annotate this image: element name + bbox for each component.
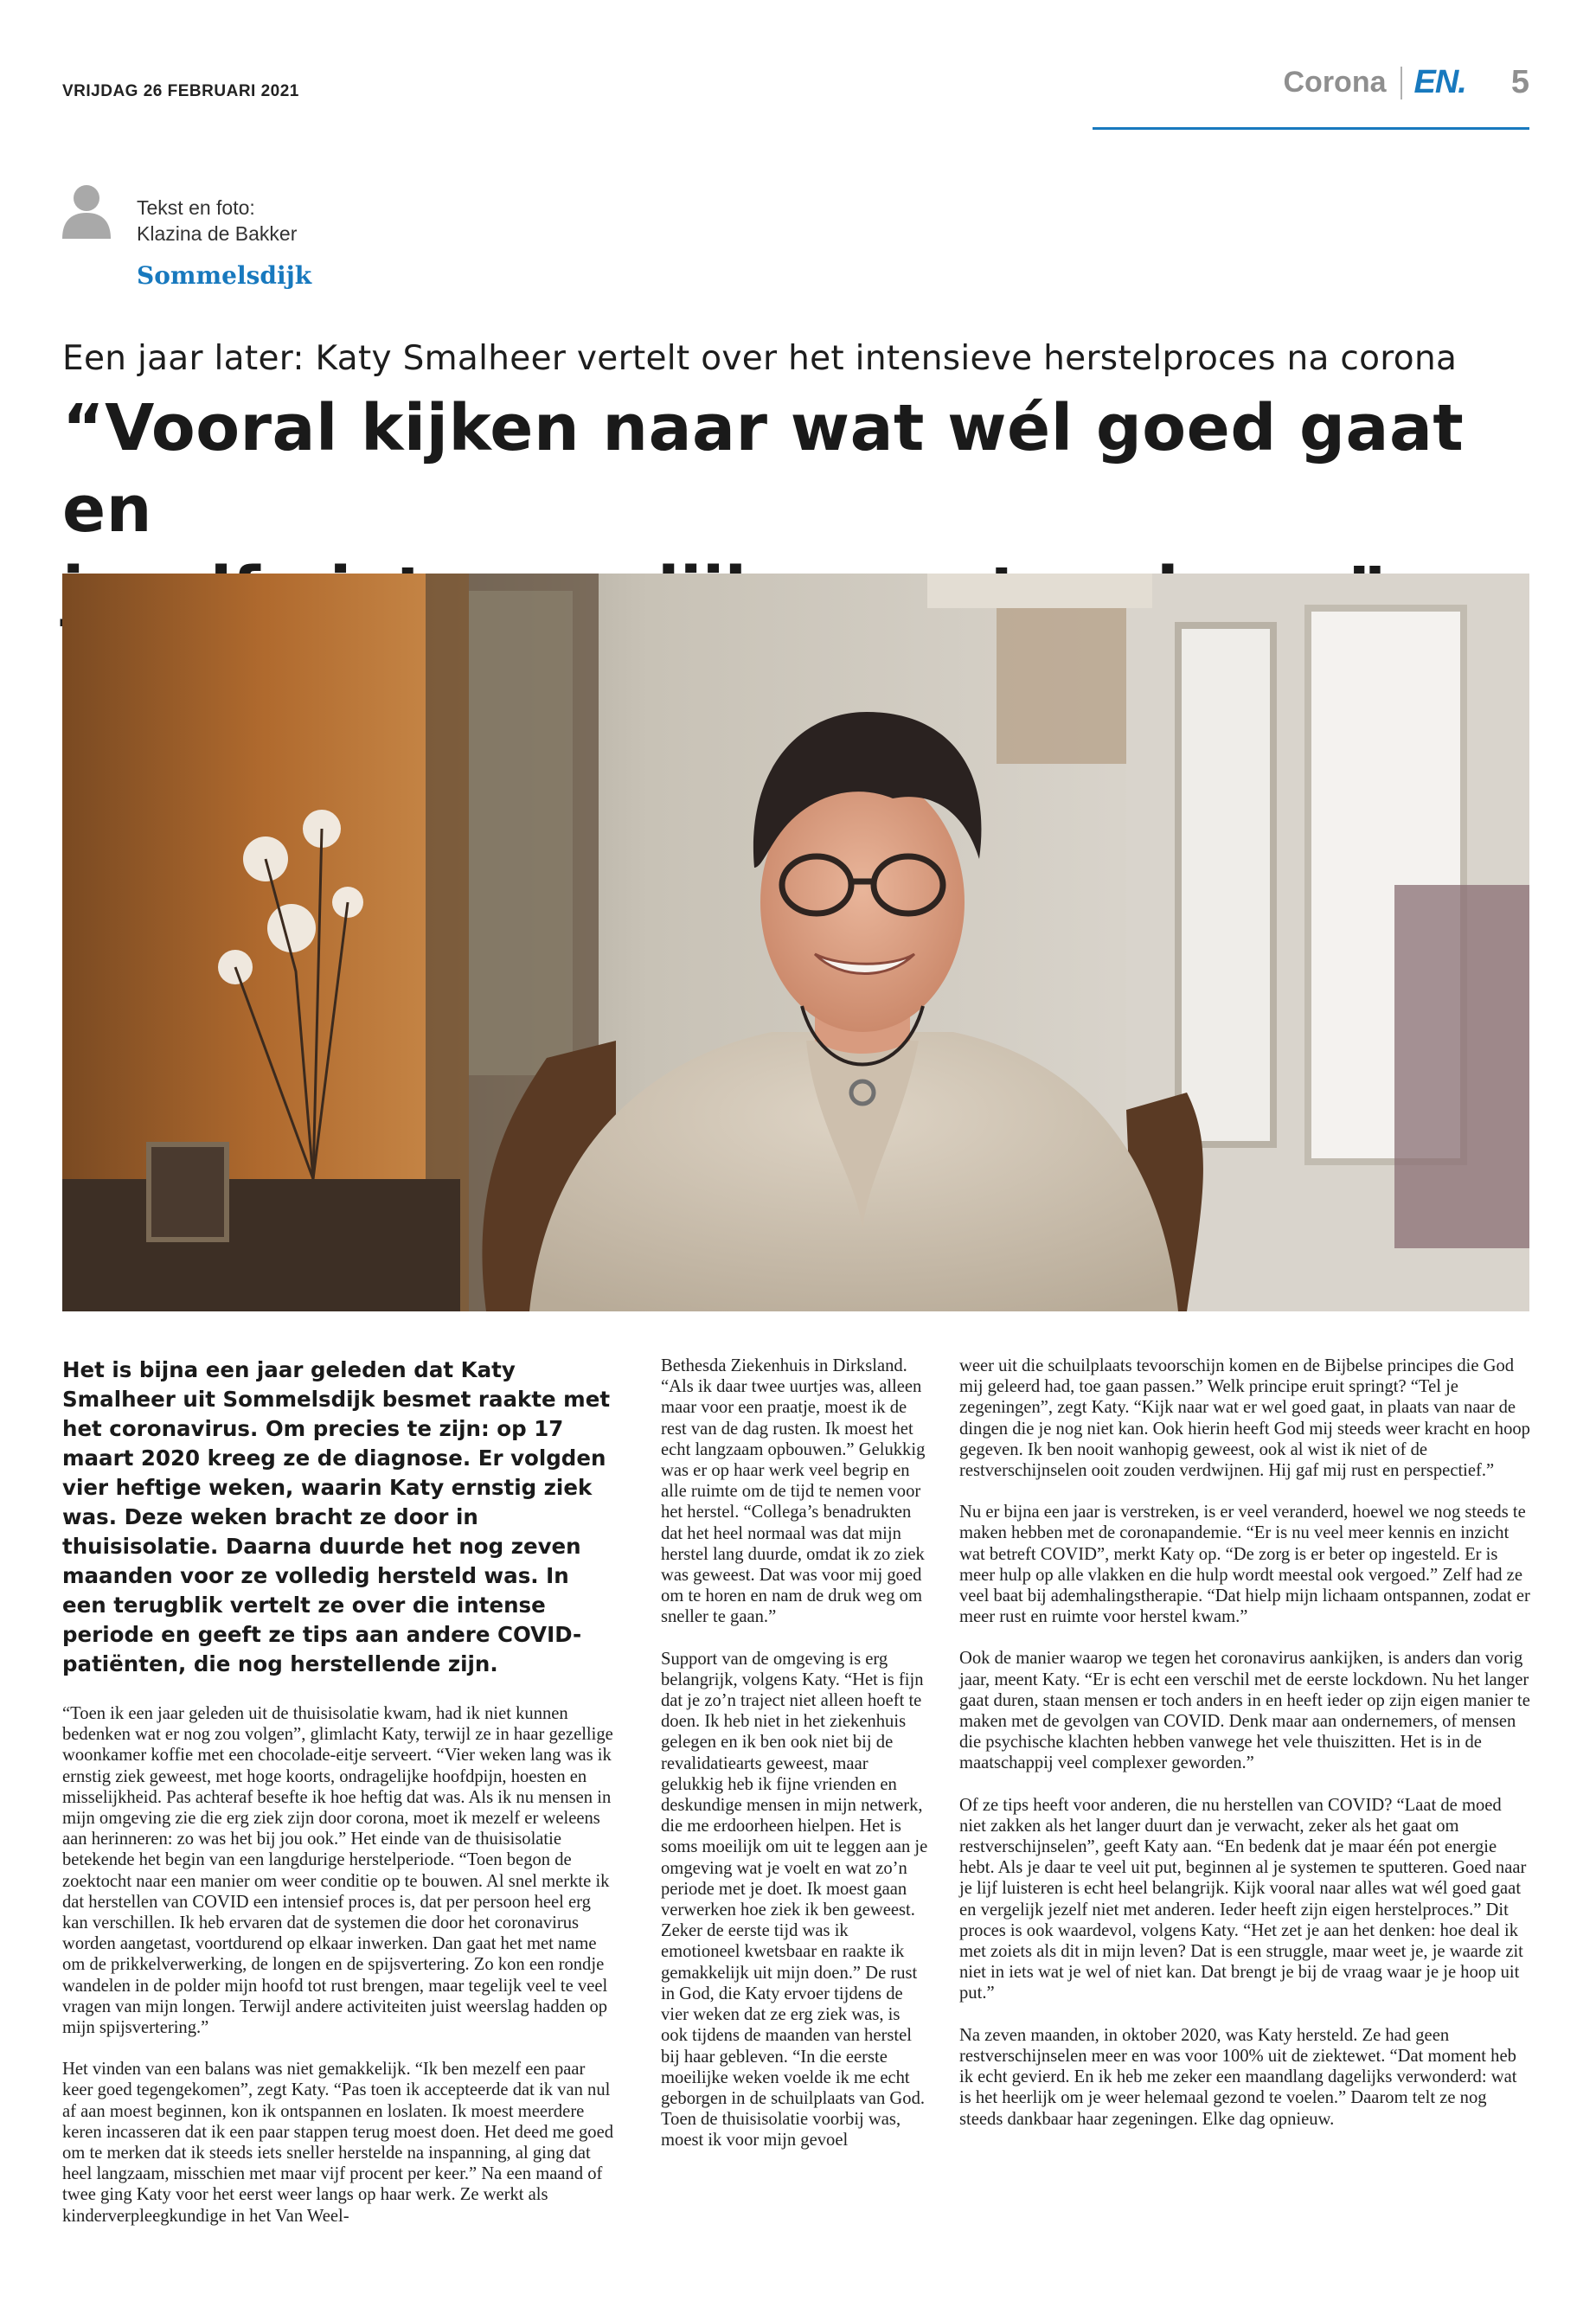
article-lead: Het is bijna een jaar geleden dat Katy Smalheer uit Sommelsdijk besmet raakte met het coronavirus. Om precies te zijn: op 17 maart 2020 kreeg ze de diagnose. Er volgden vier heftige weken, waarin Katy ernstig ziek was. Deze weken bracht ze door in thuisisolatie. Daarna duurde het nog zeven maanden voor ze volledig hersteld was. In een terugblik vertelt ze over die intense periode en geeft ze tips aan andere COVID-patiënten, die nog herstellende zijn. xyxy=(62,1357,611,1676)
body-paragraph: weer uit die schuilplaats tevoorschijn komen en de Bijbelse principes die God mij geleerd had, toe gaan passen.” Welk principe eruit springt? “Tel je zegeningen”, zegt Katy. “Kijk naar wat er wel goed gaat, in plaats van naar de dingen die je nog niet kan. Ook hierin heeft God mij steeds weer kracht en hoop gegeven. Ik ben nooit wanhopig geweest, ook al wist ik niet of de restverschijnselen ooit zouden verdwijnen. Hij gaf mij rust en perspectief.” xyxy=(959,1356,1530,1481)
byline-credit: Tekst en foto: xyxy=(137,196,255,219)
article-column-2 xyxy=(661,1356,929,2172)
page-number: 5 xyxy=(1510,64,1529,100)
byline-author: Klazina de Bakker xyxy=(137,222,298,245)
article-column-1 xyxy=(62,1356,614,2247)
body-paragraph: Ook de manier waarop we tegen het coronavirus aankijken, is anders dan vorig jaar, meent Katy. “Er is echt een verschil met de eerste lockdown. Nu het langer gaat duren, staan mensen er toch anders in en heeft ieder op zijn eigen manier te maken met de gevolgen van COVID. Denk maar aan ondernemers, of mensen die psychische klachten hebben vanwege het vele thuiszitten. Het is in de maatschappij veel complexer geworden.” xyxy=(959,1649,1530,1773)
header-divider xyxy=(1401,67,1402,99)
body-paragraph: Support van de omgeving is erg belangrijk, volgens Katy. “Het is fijn dat je zo’n traject niet alleen hoeft te doen. Ik heb niet in het ziekenhuis gelegen en ik ben ook niet bij de revalidatiearts geweest, maar gelukkig heb ik fijne vrienden en deskundige mensen in mijn netwerk, die me erdoorheen hielpen. Het is soms moeilijk om uit te leggen aan je omgeving wat je voelt en wat zo’n periode met je doet. Ik moest gaan verwerken hoe ziek ik ben geweest. Zeker de eerste tijd was ik emotioneel kwetsbaar en raakte ik gemakkelijk uit mijn doen.” De rust in God, die Katy ervoer tijdens de vier weken dat ze erg ziek was, is ook tijdens de maanden van herstel bij haar gebleven. “In die eerste moeilijke weken voelde ik me echt geborgen in de schuilplaats van God. Toen de thuisisolatie voorbij was, moest ik voor mijn gevoel xyxy=(661,1649,928,2150)
dateline-location: Sommelsdijk xyxy=(137,261,312,290)
person-icon xyxy=(61,182,112,239)
headline-line-1: “Vooral kijken naar wat wél goed gaat en xyxy=(62,391,1465,547)
body-paragraph: Na zeven maanden, in oktober 2020, was Katy hersteld. Ze had geen restverschijnselen meer en was voor 100% uit de ziektewet. “Dat moment heb ik echt gevierd. En ik heb me zeker een maandlang dagelijks verwonderd: wat is het heerlijk om je weer helemaal gezond te voelen.” Daarom telt ze nog steeds dankbaar haar zegeningen. Elke dag opnieuw. xyxy=(959,2025,1517,2129)
section-label: Corona xyxy=(1283,66,1387,99)
article-column-3 xyxy=(959,1356,1530,2150)
byline xyxy=(137,195,297,247)
body-paragraph: “Toen ik een jaar geleden uit de thuisisolatie kwam, had ik niet kunnen bedenken wat er nog zou volgen”, glimlacht Katy, terwijl ze in haar gezellige woonkamer koffie met een chocolade-eitje serveert. “Vier weken lang was ik ernstig ziek geweest, met hoge koorts, ondragelijke hoofdpijn, hoesten en misselijkheid. Pas achteraf besefte ik hoe heftig dat was. Als ik nu mensen in mijn omgeving zie die erg ziek zijn door corona, moet ik mezelf er weleens aan herinneren: zo was het bij jou ook.” Het einde van de thuisisolatie betekende het begin van een langdurige herstelperiode. “Toen begon de zoektocht naar een manier om weer conditie op te bouwen. Al snel merkte ik dat herstellen van COVID een intensief proces is, dat per persoon heel erg kan verschillen. Ik heb ervaren dat de systemen die door het coronavirus worden aangetast, voortdurend op elkaar inwerken. Dan gaat het met name om de prikkelverwerking, de longen en de spijsvertering. Zo kon een rondje wandelen in de polder mijn hoofd tot rust brengen, maar tegelijk veel te veel vragen van mijn longen. Terwijl andere activiteiten juist weerslag hadden op mijn spijsvertering.” xyxy=(62,1704,613,2038)
body-paragraph: Nu er bijna een jaar is verstreken, is er veel veranderd, hoewel we nog steeds te maken hebben met de coronapandemie. “Er is nu veel meer kennis en inzicht wat betreft COVID”, merkt Katy op. “De zorg is er beter op ingesteld. Er is meer hulp op alle vlakken en die hulp wordt meestal ook vergoed.” Zelf had ze veel baat bij ademhalingstherapie. “Dat hielp mijn lichaam ontspannen, zodat er meer rust en ruimte voor herstel kwam.” xyxy=(959,1503,1530,1627)
page-header xyxy=(1284,64,1530,101)
body-paragraph: Of ze tips heeft voor anderen, die nu herstellen van COVID? “Laat de moed niet zakken als het langer duurt dan je verwacht, zeker als het gaat om restverschijnselen”, geeft Katy aan. “En bedenk dat je maar één pot energie hebt. Als je daar te veel uit put, beginnen al je systemen te sputteren. Goed naar je lijf luisteren is echt heel belangrijk. Kijk vooral naar alles wat wél goed gaat en vergelijk jezelf niet met anderen. Ieder heeft zijn eigen herstelproces.” Dit proces is ook waardevol, volgens Katy. “Het zet je aan het denken: hoe deal ik met zoiets als dit in mijn leven? Dat is een struggle, maar weet je, je waarde zit niet in iets wat je wel of niet kan. Dat brengt je bij de vraag waar je je hoop uit put.” xyxy=(959,1795,1527,2003)
issue-date: VRIJDAG 26 FEBRUARI 2021 xyxy=(62,82,299,100)
body-paragraph: Bethesda Ziekenhuis in Dirksland. “Als ik daar twee uurtjes was, alleen maar voor een praatje, moest ik de rest van de dag rusten. Ik moest het echt langzaam opbouwen.” Gelukkig was er op haar werk veel begrip en alle ruimte om de tijd te nemen voor het herstel. “Collega’s benadrukten dat het heel normaal was dat mijn herstel lang duurde, omdat ik zo ziek was geweest. Dat was voor mij goed om te horen en nam de druk weg om sneller te gaan.” xyxy=(661,1356,926,1627)
header-rule xyxy=(1093,127,1529,130)
article-kicker: Een jaar later: Katy Smalheer vertelt over het intensieve herstelproces na corona xyxy=(62,339,1458,378)
article-photo xyxy=(62,574,1529,1311)
newspaper-logo: EN. xyxy=(1413,64,1466,100)
body-paragraph: Het vinden van een balans was niet gemakkelijk. “Ik ben mezelf een paar keer goed tegengekomen”, zegt Katy. “Pas toen ik accepteerde dat ik van nul af aan moest beginnen, kon ik ontspannen en loslaten. Ik moest meerdere keren incasseren dat ik een paar stappen terug moest doen. Het deed me goed om te merken dat ik steeds iets sneller herstelde na inspanning, al ging dat heel langzaam, misschien met maar vijf procent per keer.” Na een maand of twee ging Katy voor het eerst weer langs op haar werk. Ze werkt als kinderverpleegkundige in het Van Weel- xyxy=(62,2060,614,2226)
